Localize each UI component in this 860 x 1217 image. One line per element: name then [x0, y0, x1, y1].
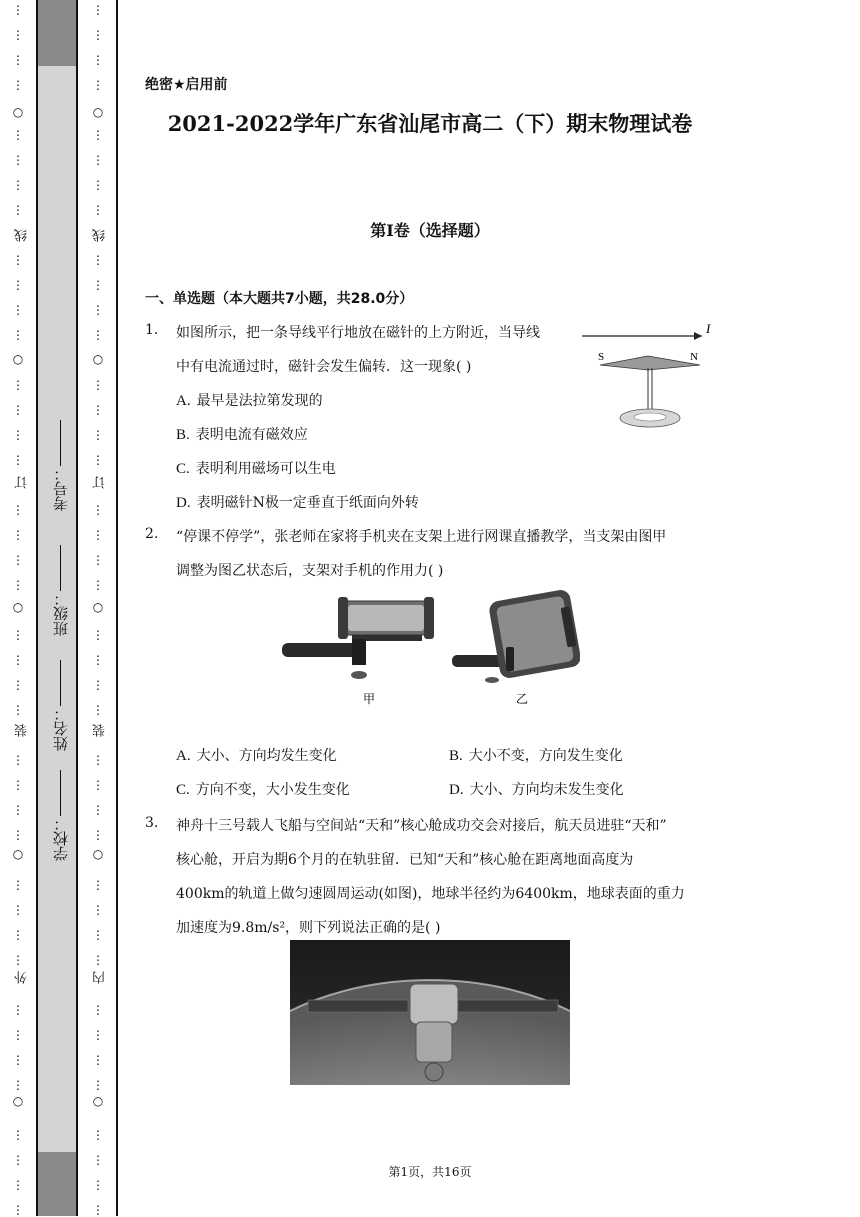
q2-phone-holder-figure — [280, 585, 580, 710]
school-label: 学校： — [52, 816, 70, 861]
q3-solar-panel-left — [308, 1000, 408, 1012]
dot-separator: ⋮ — [92, 703, 104, 717]
dot-separator: ⋮ — [12, 203, 24, 217]
dot-separator: ⋮ — [12, 953, 24, 967]
q1-option-c-letter: C. — [176, 461, 190, 477]
dot-separator: ⋮ — [12, 178, 24, 192]
q2-option-d-text: 大小、方向均未发生变化 — [469, 782, 624, 798]
dot-separator: ⋮ — [92, 203, 104, 217]
q2-option-c-letter: C. — [176, 782, 190, 798]
q1-number: 1. — [145, 322, 159, 338]
dot-separator: ⋮ — [12, 1078, 24, 1092]
dot-separator: ⋮ — [12, 128, 24, 142]
outer-mark-line: 线 — [15, 229, 30, 242]
dot-separator: ⋮ — [12, 653, 24, 667]
q2-number: 2. — [145, 526, 159, 542]
circle-marker: ○ — [12, 847, 24, 861]
school-field[interactable] — [50, 770, 71, 861]
q1-north-label: N — [690, 351, 698, 363]
dot-separator: ⋮ — [12, 378, 24, 392]
q3-line-3: 400km的轨道上做匀速圆周运动(如图)，地球半径约为6400km，地球表面的重力 — [176, 886, 685, 902]
dot-separator: ⋮ — [12, 1153, 24, 1167]
dot-separator: ⋮ — [92, 453, 104, 467]
dot-separator: ⋮ — [92, 178, 104, 192]
q1-option-b[interactable] — [176, 424, 308, 444]
dot-separator: ⋮ — [92, 3, 104, 17]
dot-separator: ⋮ — [92, 678, 104, 692]
q1-option-b-letter: B. — [176, 427, 190, 443]
q2-option-a-text: 大小、方向均发生变化 — [196, 748, 337, 764]
dot-separator: ⋮ — [92, 1128, 104, 1142]
dot-separator: ⋮ — [92, 428, 104, 442]
dot-separator: ⋮ — [92, 753, 104, 767]
q3-line-1: 神舟十三号载人飞船与空间站“天和”核心舱成功交会对接后，航天员进驻“天和” — [176, 818, 667, 834]
dot-separator: ⋮ — [12, 153, 24, 167]
section-heading: 第I卷（选择题） — [370, 221, 490, 240]
inner-mark-inside: 内 — [93, 971, 108, 984]
dot-separator: ⋮ — [92, 628, 104, 642]
q1-line-2: 中有电流通过时，磁针会发生偏转．这一现象( ) — [176, 359, 472, 375]
q3-core-module — [410, 984, 458, 1024]
dot-separator: ⋮ — [12, 78, 24, 92]
dot-separator: ⋮ — [12, 303, 24, 317]
circle-marker: ○ — [12, 105, 24, 119]
dot-separator: ⋮ — [12, 1203, 24, 1217]
dot-separator: ⋮ — [92, 128, 104, 142]
dot-separator: ⋮ — [92, 578, 104, 592]
q1-option-c[interactable] — [176, 458, 336, 478]
dot-separator: ⋮ — [12, 578, 24, 592]
outer-mark-outside: 外 — [15, 971, 30, 984]
outer-mark-order: 订 — [15, 476, 30, 489]
dot-separator: ⋮ — [12, 53, 24, 67]
dot-separator: ⋮ — [92, 1028, 104, 1042]
dot-separator: ⋮ — [92, 328, 104, 342]
q2-figure-right — [452, 588, 580, 683]
q3-solar-panel-right — [458, 1000, 558, 1012]
dot-separator: ⋮ — [92, 278, 104, 292]
q2-line-1: “停课不停学”，张老师在家将手机夹在支架上进行网课直播教学，当支架由图甲 — [176, 529, 667, 545]
dot-separator: ⋮ — [92, 803, 104, 817]
dot-separator: ⋮ — [12, 753, 24, 767]
dot-separator: ⋮ — [92, 653, 104, 667]
dot-separator: ⋮ — [12, 328, 24, 342]
dot-separator: ⋮ — [92, 1153, 104, 1167]
dot-separator: ⋮ — [12, 928, 24, 942]
q1-option-a[interactable] — [176, 390, 323, 410]
q3-number: 3. — [145, 815, 159, 831]
dot-separator: ⋮ — [12, 803, 24, 817]
dot-separator: ⋮ — [92, 928, 104, 942]
exam-number-label: 考号： — [52, 466, 70, 511]
q2-option-b[interactable] — [449, 745, 623, 765]
dot-separator: ⋮ — [12, 528, 24, 542]
circle-marker: ○ — [92, 847, 104, 861]
dot-separator: ⋮ — [12, 1128, 24, 1142]
q1-option-c-text: 表明利用磁场可以生电 — [195, 461, 336, 477]
q3-space-station-figure — [290, 940, 570, 1085]
dot-separator: ⋮ — [92, 828, 104, 842]
gray-block-top — [38, 0, 76, 66]
dot-separator: ⋮ — [12, 453, 24, 467]
q2-line-2: 调整为图乙状态后，支架对手机的作用力( ) — [176, 563, 444, 579]
circle-marker: ○ — [92, 1094, 104, 1108]
dot-separator: ⋮ — [12, 428, 24, 442]
dot-separator: ⋮ — [92, 553, 104, 567]
q2-option-a[interactable] — [176, 745, 337, 765]
dot-separator: ⋮ — [92, 153, 104, 167]
dot-separator: ⋮ — [92, 303, 104, 317]
class-label: 班级： — [52, 591, 70, 636]
dot-separator: ⋮ — [92, 1203, 104, 1217]
dot-separator: ⋮ — [92, 1078, 104, 1092]
exam-title: 2021-2022学年广东省汕尾市高二（下）期末物理试卷 — [167, 111, 693, 136]
dot-separator: ⋮ — [12, 903, 24, 917]
q2-figure-left — [282, 597, 434, 679]
q2-label-right: 乙 — [516, 692, 529, 706]
dot-separator: ⋮ — [92, 403, 104, 417]
dot-separator: ⋮ — [12, 678, 24, 692]
dot-separator: ⋮ — [12, 253, 24, 267]
q1-option-d[interactable] — [176, 492, 419, 512]
dot-separator: ⋮ — [12, 1178, 24, 1192]
q1-current-label: I — [706, 321, 711, 336]
dot-separator: ⋮ — [92, 778, 104, 792]
dot-separator: ⋮ — [92, 503, 104, 517]
question-type-heading: 一、单选题（本大题共7小题，共28.0分） — [145, 291, 414, 307]
dot-separator: ⋮ — [92, 378, 104, 392]
q1-option-b-text: 表明电流有磁效应 — [195, 427, 308, 443]
q1-south-label: S — [598, 351, 605, 363]
outer-mark-bind: 装 — [15, 724, 30, 737]
dot-separator: ⋮ — [12, 3, 24, 17]
q1-current-arrow — [694, 332, 702, 340]
q2-label-left: 甲 — [363, 692, 376, 706]
dot-separator: ⋮ — [92, 1178, 104, 1192]
dot-separator: ⋮ — [12, 1003, 24, 1017]
q1-line-1: 如图所示，把一条导线平行地放在磁针的上方附近，当导线 — [176, 325, 540, 341]
class-field[interactable] — [50, 545, 71, 636]
dot-separator: ⋮ — [12, 553, 24, 567]
circle-marker: ○ — [12, 1094, 24, 1108]
q3-line-2: 核心舱，开启为期6个月的在轨驻留．已知“天和”核心舱在距离地面高度为 — [176, 852, 634, 868]
secret-label: 绝密★启用前 — [145, 77, 228, 93]
gray-block-bottom — [38, 1152, 76, 1216]
name-field[interactable] — [50, 660, 71, 751]
q1-option-d-letter: D. — [176, 495, 191, 511]
dot-separator: ⋮ — [12, 1028, 24, 1042]
dot-separator: ⋮ — [92, 253, 104, 267]
dot-separator: ⋮ — [12, 403, 24, 417]
dot-separator: ⋮ — [12, 628, 24, 642]
dot-separator: ⋮ — [92, 953, 104, 967]
dot-separator: ⋮ — [92, 1003, 104, 1017]
q2-option-b-text: 大小不变，方向发生变化 — [468, 748, 623, 764]
dot-separator: ⋮ — [12, 878, 24, 892]
dot-separator: ⋮ — [92, 78, 104, 92]
dot-separator: ⋮ — [92, 903, 104, 917]
exam-number-field[interactable] — [50, 420, 71, 511]
q2-option-c-text: 方向不变，大小发生变化 — [195, 782, 350, 798]
q1-compass-figure — [578, 320, 718, 435]
name-label: 姓名： — [52, 706, 70, 751]
dot-separator: ⋮ — [12, 828, 24, 842]
q1-option-a-text: 最早是法拉第发现的 — [196, 393, 323, 409]
circle-marker: ○ — [12, 352, 24, 366]
circle-marker: ○ — [92, 105, 104, 119]
dot-separator: ⋮ — [92, 28, 104, 42]
dot-separator: ⋮ — [12, 1053, 24, 1067]
dot-separator: ⋮ — [12, 28, 24, 42]
dot-separator: ⋮ — [12, 778, 24, 792]
circle-marker: ○ — [92, 352, 104, 366]
dot-separator: ⋮ — [92, 53, 104, 67]
dot-separator: ⋮ — [12, 703, 24, 717]
inner-mark-order: 订 — [93, 476, 108, 489]
q3-line-4: 加速度为9.8m/s²，则下列说法正确的是( ) — [176, 920, 441, 936]
q2-left-arm — [282, 643, 358, 657]
dot-separator: ⋮ — [12, 503, 24, 517]
dot-separator: ⋮ — [92, 528, 104, 542]
q2-option-c[interactable] — [176, 779, 350, 799]
page-footer: 第1页，共16页 — [388, 1165, 472, 1179]
q2-option-d[interactable] — [449, 779, 624, 799]
q2-option-d-letter: D. — [449, 782, 464, 798]
dot-separator: ⋮ — [12, 278, 24, 292]
q2-option-a-letter: A. — [176, 748, 191, 764]
dot-separator: ⋮ — [92, 1053, 104, 1067]
inner-mark-bind: 装 — [93, 724, 108, 737]
dot-separator: ⋮ — [92, 878, 104, 892]
q2-option-b-letter: B. — [449, 748, 463, 764]
q1-option-a-letter: A. — [176, 393, 191, 409]
q1-compass-needle — [600, 356, 700, 370]
inner-mark-line: 线 — [93, 229, 108, 242]
circle-marker: ○ — [12, 600, 24, 614]
circle-marker: ○ — [92, 600, 104, 614]
q1-option-d-text: 表明磁针N极一定垂直于纸面向外转 — [196, 495, 419, 511]
